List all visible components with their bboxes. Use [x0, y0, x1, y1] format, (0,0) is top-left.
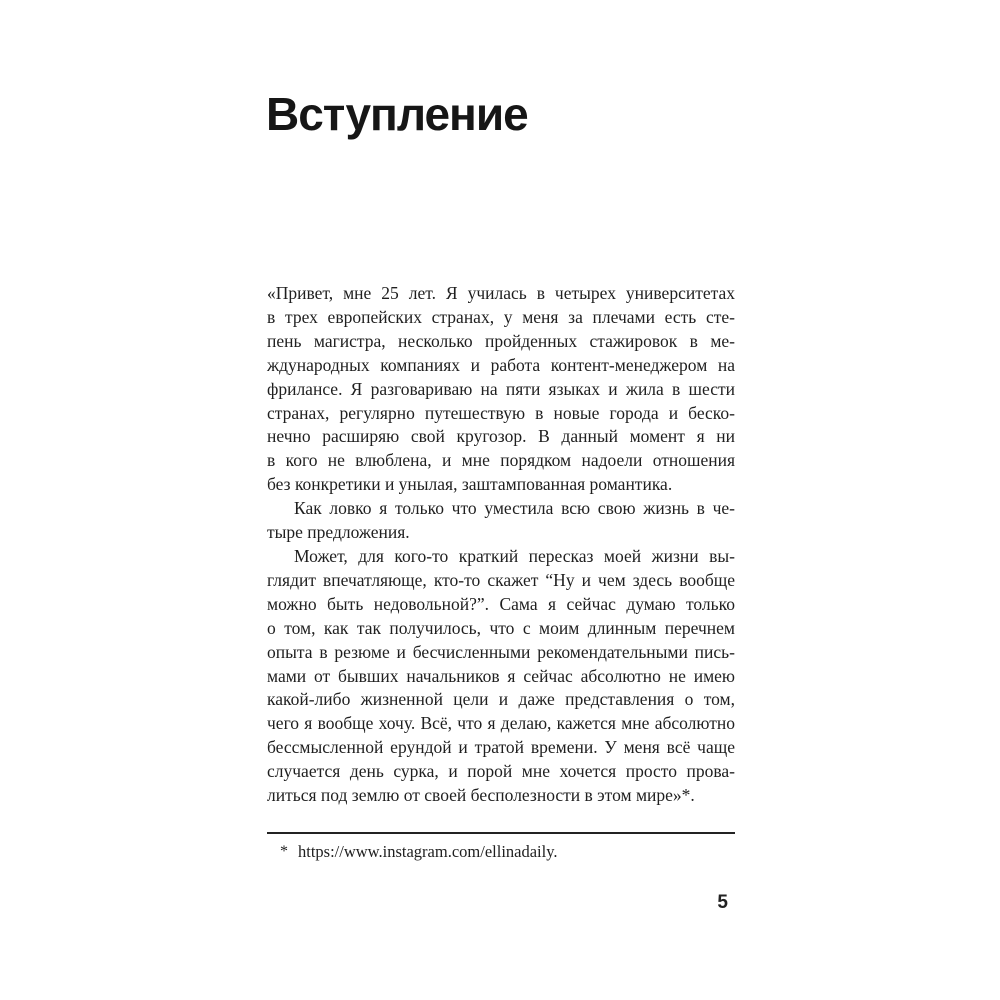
body-line: в кого не влюблена, и мне порядком надоели отношения: [267, 450, 735, 471]
body-line: фрилансе. Я разговариваю на пяти языках и жила в шести: [267, 378, 735, 399]
body-line: мами от бывших начальников я сейчас абсолютно не имею: [267, 665, 735, 686]
body-line: случается день сурка, и порой мне хочется просто прова-: [267, 761, 735, 782]
body-line: литься под землю от своей бесполезности в этом мире»*.: [267, 785, 695, 806]
footnote-marker: *: [280, 843, 288, 860]
footnote-url: https://www.instagram.com/ellinadaily.: [298, 842, 558, 861]
body-line: чего я вообще хочу. Всё, что я делаю, кажется мне абсолютно: [267, 713, 735, 734]
body-line: можно быть недовольной?”. Сама я сейчас думаю только: [267, 593, 735, 614]
chapter-title: Вступление: [266, 88, 528, 140]
body-line: тыре предложения.: [267, 522, 410, 543]
footnote: [267, 841, 735, 863]
body-line: пень магистра, несколько пройденных стажировок в ме-: [267, 330, 735, 351]
body-line: нечно расширяю свой кругозор. В данный момент я ни: [267, 426, 735, 447]
body-text: [267, 282, 735, 808]
body-line: в трех европейских странах, у меня за плечами есть сте-: [267, 306, 735, 327]
footnote-separator: [267, 832, 735, 834]
body-line: глядит впечатляюще, кто-то скажет “Ну и чем здесь вообще: [267, 569, 735, 590]
page-number: 5: [717, 892, 728, 913]
body-line: бессмысленной ерундой и тратой времени. У меня всё чаще: [267, 737, 735, 758]
body-line: какой-либо жизненной цели и даже представления о том,: [267, 689, 735, 710]
body-line: «Привет, мне 25 лет. Я училась в четырех университетах: [267, 283, 735, 303]
body-line: о том, как так получилось, что с моим длинным перечнем: [267, 617, 735, 638]
body-line: опыта в резюме и бесчисленными рекомендательными пись-: [267, 641, 735, 662]
body-line: ждународных компаниях и работа контент-менеджером на: [267, 354, 735, 375]
body-line: странах, регулярно путешествую в новые города и беско-: [267, 402, 735, 423]
body-line: Как ловко я только что уместила всю свою жизнь в че-: [294, 498, 735, 519]
body-line: без конкретики и унылая, заштампованная романтика.: [267, 474, 673, 495]
body-line: Может, для кого-то краткий пересказ моей жизни вы-: [294, 545, 735, 566]
